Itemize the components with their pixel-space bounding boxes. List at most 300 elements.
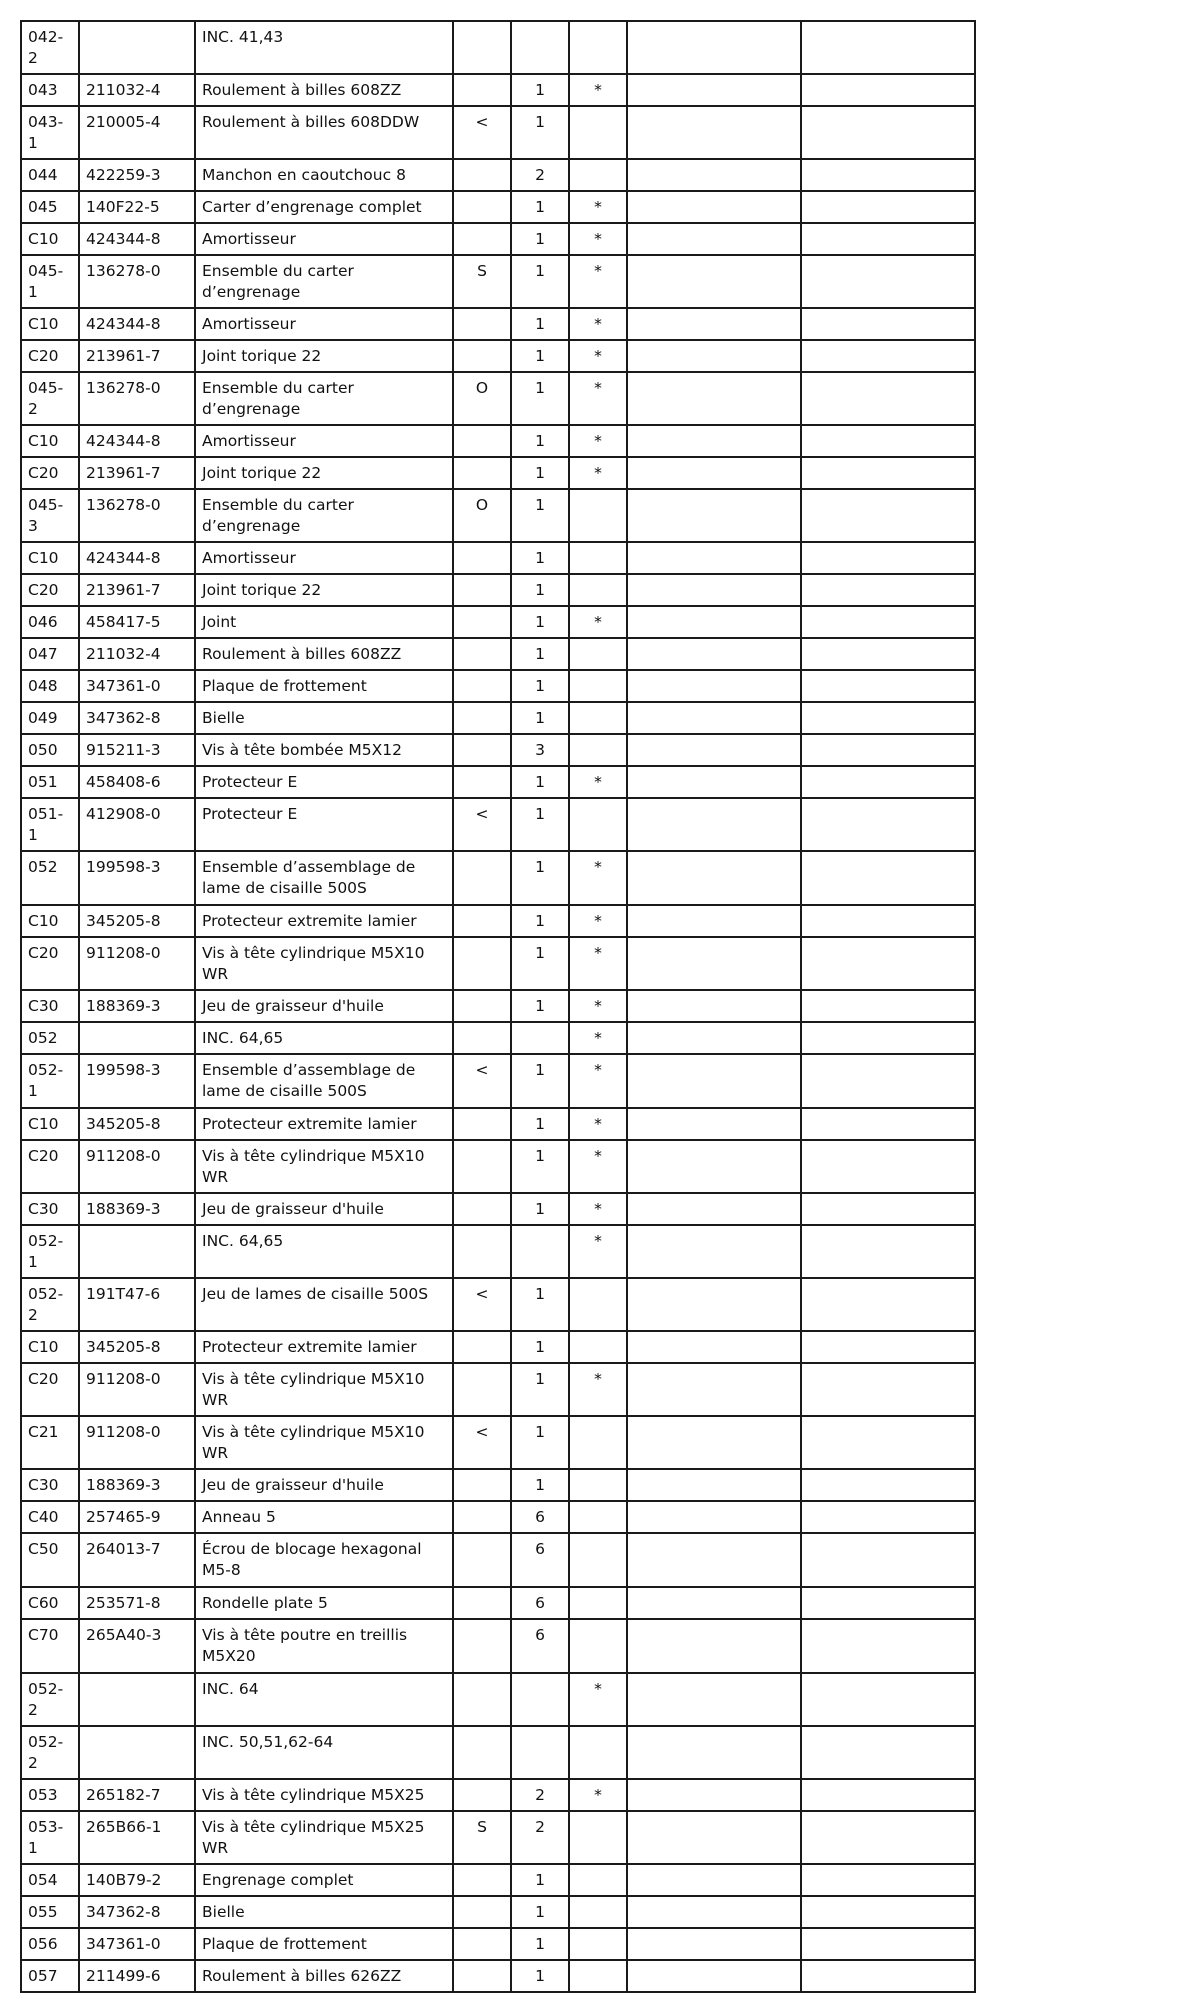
note-star-cell: * [569, 74, 627, 106]
table-row [21, 1054, 975, 1108]
description-cell: Joint torique 22 [195, 340, 453, 372]
quantity-cell: 1 [511, 425, 569, 457]
description-cell: Vis à tête bombée M5X12 [195, 734, 453, 766]
note-star-cell: * [569, 905, 627, 937]
blank-cell-a [627, 1054, 801, 1108]
note-star-cell: * [569, 1022, 627, 1054]
part-number-cell: 347361-0 [79, 1928, 195, 1960]
mark-cell: O [453, 489, 511, 542]
table-row [21, 340, 975, 372]
note-star-cell: * [569, 937, 627, 990]
item-number-cell: 057 [21, 1960, 79, 1992]
blank-cell-b [801, 1619, 975, 1673]
item-number-cell: C20 [21, 1140, 79, 1193]
quantity-cell [511, 1225, 569, 1278]
mark-cell: O [453, 372, 511, 425]
table-row [21, 1331, 975, 1363]
blank-cell-a [627, 1896, 801, 1928]
table-row [21, 1278, 975, 1331]
item-number-cell: 053 [21, 1779, 79, 1811]
item-number-cell: 045-1 [21, 255, 79, 308]
part-number-cell: 136278-0 [79, 255, 195, 308]
blank-cell-a [627, 670, 801, 702]
quantity-cell: 3 [511, 734, 569, 766]
quantity-cell: 2 [511, 1779, 569, 1811]
item-number-cell: C10 [21, 1108, 79, 1140]
table-row [21, 905, 975, 937]
blank-cell-b [801, 1587, 975, 1619]
part-number-cell: 424344-8 [79, 542, 195, 574]
blank-cell-b [801, 489, 975, 542]
quantity-cell: 1 [511, 1108, 569, 1140]
item-number-cell: 056 [21, 1928, 79, 1960]
note-star-cell [569, 734, 627, 766]
blank-cell-a [627, 106, 801, 159]
description-cell: Protecteur E [195, 798, 453, 851]
note-star-cell [569, 702, 627, 734]
note-star-cell [569, 1533, 627, 1587]
description-cell: Amortisseur [195, 542, 453, 574]
quantity-cell: 6 [511, 1501, 569, 1533]
blank-cell-b [801, 574, 975, 606]
part-number-cell: 213961-7 [79, 340, 195, 372]
quantity-cell: 1 [511, 457, 569, 489]
blank-cell-a [627, 702, 801, 734]
blank-cell-a [627, 1469, 801, 1501]
blank-cell-a [627, 159, 801, 191]
description-cell: Vis à tête cylindrique M5X10 WR [195, 1140, 453, 1193]
mark-cell [453, 457, 511, 489]
blank-cell-b [801, 734, 975, 766]
blank-cell-a [627, 1533, 801, 1587]
quantity-cell: 1 [511, 255, 569, 308]
note-star-cell: * [569, 1363, 627, 1416]
note-star-cell: * [569, 1193, 627, 1225]
part-number-cell: 911208-0 [79, 1140, 195, 1193]
blank-cell-a [627, 1140, 801, 1193]
quantity-cell: 1 [511, 1960, 569, 1992]
part-number-cell: 140F22-5 [79, 191, 195, 223]
item-number-cell: C20 [21, 457, 79, 489]
note-star-cell [569, 1726, 627, 1779]
part-number-cell: 424344-8 [79, 425, 195, 457]
description-cell: Rondelle plate 5 [195, 1587, 453, 1619]
table-row [21, 990, 975, 1022]
item-number-cell: C30 [21, 990, 79, 1022]
item-number-cell: 044 [21, 159, 79, 191]
note-star-cell [569, 159, 627, 191]
note-star-cell: * [569, 990, 627, 1022]
part-number-cell: 188369-3 [79, 1193, 195, 1225]
blank-cell-b [801, 191, 975, 223]
part-number-cell: 211499-6 [79, 1960, 195, 1992]
part-number-cell: 911208-0 [79, 937, 195, 990]
note-star-cell [569, 1501, 627, 1533]
note-star-cell [569, 1619, 627, 1673]
blank-cell-a [627, 1726, 801, 1779]
item-number-cell: C20 [21, 937, 79, 990]
table-row [21, 255, 975, 308]
mark-cell: < [453, 106, 511, 159]
blank-cell-a [627, 223, 801, 255]
item-number-cell: 053-1 [21, 1811, 79, 1864]
description-cell: INC. 64,65 [195, 1225, 453, 1278]
blank-cell-b [801, 606, 975, 638]
blank-cell-b [801, 1363, 975, 1416]
mark-cell [453, 1193, 511, 1225]
quantity-cell: 1 [511, 766, 569, 798]
table-row [21, 734, 975, 766]
blank-cell-a [627, 1225, 801, 1278]
part-number-cell: 191T47-6 [79, 1278, 195, 1331]
blank-cell-a [627, 308, 801, 340]
table-row [21, 1673, 975, 1726]
blank-cell-a [627, 1619, 801, 1673]
mark-cell: S [453, 1811, 511, 1864]
note-star-cell: * [569, 425, 627, 457]
description-cell: Vis à tête cylindrique M5X25 [195, 1779, 453, 1811]
table-row [21, 21, 975, 74]
note-star-cell [569, 670, 627, 702]
quantity-cell: 1 [511, 990, 569, 1022]
quantity-cell: 1 [511, 638, 569, 670]
table-row [21, 1960, 975, 1992]
table-row [21, 74, 975, 106]
quantity-cell: 1 [511, 798, 569, 851]
description-cell: INC. 41,43 [195, 21, 453, 74]
blank-cell-b [801, 1331, 975, 1363]
item-number-cell: 052-1 [21, 1225, 79, 1278]
blank-cell-b [801, 1896, 975, 1928]
item-number-cell: 052-2 [21, 1278, 79, 1331]
part-number-cell [79, 1225, 195, 1278]
quantity-cell: 1 [511, 937, 569, 990]
description-cell: Vis à tête cylindrique M5X10 WR [195, 1416, 453, 1469]
mark-cell [453, 1960, 511, 1992]
description-cell: Vis à tête cylindrique M5X10 WR [195, 1363, 453, 1416]
mark-cell [453, 74, 511, 106]
blank-cell-a [627, 606, 801, 638]
description-cell: Manchon en caoutchouc 8 [195, 159, 453, 191]
part-number-cell [79, 21, 195, 74]
part-number-cell: 347362-8 [79, 702, 195, 734]
blank-cell-b [801, 1726, 975, 1779]
table-row [21, 798, 975, 851]
blank-cell-a [627, 1960, 801, 1992]
note-star-cell [569, 638, 627, 670]
blank-cell-a [627, 638, 801, 670]
blank-cell-b [801, 1501, 975, 1533]
item-number-cell: 051-1 [21, 798, 79, 851]
quantity-cell: 1 [511, 606, 569, 638]
blank-cell-b [801, 542, 975, 574]
table-row [21, 766, 975, 798]
mark-cell [453, 1331, 511, 1363]
table-row [21, 670, 975, 702]
quantity-cell: 1 [511, 1278, 569, 1331]
note-star-cell [569, 574, 627, 606]
blank-cell-a [627, 1811, 801, 1864]
table-row [21, 574, 975, 606]
table-row [21, 106, 975, 159]
blank-cell-b [801, 457, 975, 489]
blank-cell-b [801, 255, 975, 308]
blank-cell-a [627, 1587, 801, 1619]
note-star-cell [569, 489, 627, 542]
blank-cell-b [801, 638, 975, 670]
note-star-cell [569, 1864, 627, 1896]
part-number-cell: 347362-8 [79, 1896, 195, 1928]
item-number-cell: 045 [21, 191, 79, 223]
mark-cell [453, 1363, 511, 1416]
quantity-cell: 1 [511, 74, 569, 106]
mark-cell [453, 851, 511, 905]
blank-cell-b [801, 1533, 975, 1587]
note-star-cell [569, 1960, 627, 1992]
quantity-cell: 1 [511, 372, 569, 425]
quantity-cell: 2 [511, 159, 569, 191]
part-number-cell: 188369-3 [79, 990, 195, 1022]
blank-cell-a [627, 1928, 801, 1960]
note-star-cell: * [569, 766, 627, 798]
quantity-cell [511, 1673, 569, 1726]
part-number-cell: 213961-7 [79, 574, 195, 606]
blank-cell-a [627, 1779, 801, 1811]
description-cell: Jeu de graisseur d'huile [195, 1193, 453, 1225]
mark-cell [453, 1501, 511, 1533]
item-number-cell: C30 [21, 1469, 79, 1501]
description-cell: Plaque de frottement [195, 1928, 453, 1960]
note-star-cell: * [569, 457, 627, 489]
part-number-cell: 199598-3 [79, 851, 195, 905]
mark-cell [453, 574, 511, 606]
blank-cell-a [627, 1278, 801, 1331]
item-number-cell: 045-2 [21, 372, 79, 425]
item-number-cell: C70 [21, 1619, 79, 1673]
item-number-cell: 043-1 [21, 106, 79, 159]
quantity-cell [511, 1726, 569, 1779]
mark-cell [453, 1108, 511, 1140]
description-cell: Ensemble du carter d’engrenage [195, 372, 453, 425]
blank-cell-b [801, 1416, 975, 1469]
description-cell: Roulement à billes 626ZZ [195, 1960, 453, 1992]
mark-cell [453, 159, 511, 191]
quantity-cell: 1 [511, 1363, 569, 1416]
mark-cell [453, 191, 511, 223]
quantity-cell: 1 [511, 702, 569, 734]
quantity-cell: 1 [511, 223, 569, 255]
blank-cell-b [801, 1022, 975, 1054]
description-cell: Jeu de graisseur d'huile [195, 990, 453, 1022]
mark-cell [453, 1928, 511, 1960]
blank-cell-b [801, 159, 975, 191]
part-number-cell: 136278-0 [79, 372, 195, 425]
blank-cell-a [627, 1673, 801, 1726]
quantity-cell: 1 [511, 1331, 569, 1363]
blank-cell-b [801, 766, 975, 798]
blank-cell-b [801, 798, 975, 851]
item-number-cell: C30 [21, 1193, 79, 1225]
quantity-cell: 1 [511, 542, 569, 574]
mark-cell [453, 223, 511, 255]
quantity-cell: 1 [511, 1864, 569, 1896]
quantity-cell: 1 [511, 851, 569, 905]
description-cell: INC. 64 [195, 1673, 453, 1726]
table-row [21, 425, 975, 457]
part-number-cell: 213961-7 [79, 457, 195, 489]
quantity-cell: 1 [511, 1416, 569, 1469]
part-number-cell: 211032-4 [79, 74, 195, 106]
table-row [21, 223, 975, 255]
note-star-cell: * [569, 308, 627, 340]
note-star-cell [569, 106, 627, 159]
blank-cell-b [801, 1225, 975, 1278]
table-row [21, 1779, 975, 1811]
part-number-cell: 265A40-3 [79, 1619, 195, 1673]
description-cell: Roulement à billes 608DDW [195, 106, 453, 159]
blank-cell-a [627, 1108, 801, 1140]
note-star-cell: * [569, 223, 627, 255]
description-cell: Vis à tête poutre en treillis M5X20 [195, 1619, 453, 1673]
item-number-cell: 052-1 [21, 1054, 79, 1108]
mark-cell [453, 308, 511, 340]
table-row [21, 702, 975, 734]
part-number-cell: 265182-7 [79, 1779, 195, 1811]
table-row [21, 1533, 975, 1587]
description-cell: Écrou de blocage hexagonal M5-8 [195, 1533, 453, 1587]
note-star-cell [569, 1416, 627, 1469]
table-row [21, 1416, 975, 1469]
item-number-cell: C10 [21, 308, 79, 340]
table-row [21, 1108, 975, 1140]
note-star-cell: * [569, 1225, 627, 1278]
mark-cell [453, 734, 511, 766]
table-row [21, 1140, 975, 1193]
note-star-cell: * [569, 1673, 627, 1726]
table-row [21, 1225, 975, 1278]
blank-cell-a [627, 798, 801, 851]
table-row [21, 1469, 975, 1501]
quantity-cell: 6 [511, 1619, 569, 1673]
item-number-cell: C10 [21, 542, 79, 574]
table-row [21, 457, 975, 489]
description-cell: Protecteur extremite lamier [195, 905, 453, 937]
quantity-cell: 1 [511, 1928, 569, 1960]
mark-cell [453, 1140, 511, 1193]
description-cell: Ensemble du carter d’engrenage [195, 489, 453, 542]
blank-cell-a [627, 1331, 801, 1363]
mark-cell: < [453, 798, 511, 851]
blank-cell-b [801, 372, 975, 425]
description-cell: Amortisseur [195, 425, 453, 457]
table-row [21, 1193, 975, 1225]
item-number-cell: C10 [21, 905, 79, 937]
table-row [21, 1501, 975, 1533]
note-star-cell [569, 1469, 627, 1501]
blank-cell-a [627, 1416, 801, 1469]
quantity-cell: 1 [511, 191, 569, 223]
mark-cell: < [453, 1278, 511, 1331]
mark-cell [453, 606, 511, 638]
blank-cell-a [627, 905, 801, 937]
blank-cell-a [627, 425, 801, 457]
item-number-cell: C10 [21, 425, 79, 457]
quantity-cell: 1 [511, 670, 569, 702]
item-number-cell: C10 [21, 1331, 79, 1363]
blank-cell-b [801, 425, 975, 457]
description-cell: Roulement à billes 608ZZ [195, 638, 453, 670]
mark-cell: S [453, 255, 511, 308]
blank-cell-a [627, 457, 801, 489]
mark-cell [453, 990, 511, 1022]
item-number-cell: C20 [21, 340, 79, 372]
item-number-cell: C20 [21, 574, 79, 606]
mark-cell [453, 340, 511, 372]
blank-cell-a [627, 1864, 801, 1896]
note-star-cell [569, 1811, 627, 1864]
blank-cell-b [801, 1193, 975, 1225]
mark-cell [453, 542, 511, 574]
quantity-cell: 1 [511, 1140, 569, 1193]
note-star-cell: * [569, 606, 627, 638]
item-number-cell: 045-3 [21, 489, 79, 542]
part-number-cell: 210005-4 [79, 106, 195, 159]
description-cell: Jeu de lames de cisaille 500S [195, 1278, 453, 1331]
part-number-cell: 265B66-1 [79, 1811, 195, 1864]
note-star-cell: * [569, 255, 627, 308]
blank-cell-a [627, 574, 801, 606]
mark-cell [453, 425, 511, 457]
description-cell: Ensemble du carter d’engrenage [195, 255, 453, 308]
part-number-cell: 422259-3 [79, 159, 195, 191]
description-cell: Amortisseur [195, 223, 453, 255]
part-number-cell: 345205-8 [79, 1331, 195, 1363]
blank-cell-b [801, 851, 975, 905]
quantity-cell: 1 [511, 905, 569, 937]
mark-cell [453, 1469, 511, 1501]
quantity-cell: 1 [511, 574, 569, 606]
part-number-cell: 911208-0 [79, 1363, 195, 1416]
part-number-cell: 915211-3 [79, 734, 195, 766]
part-number-cell: 257465-9 [79, 1501, 195, 1533]
description-cell: Vis à tête cylindrique M5X10 WR [195, 937, 453, 990]
mark-cell [453, 1896, 511, 1928]
blank-cell-b [801, 1054, 975, 1108]
part-number-cell: 345205-8 [79, 905, 195, 937]
mark-cell [453, 670, 511, 702]
note-star-cell [569, 1928, 627, 1960]
parts-table [20, 20, 976, 1993]
blank-cell-a [627, 372, 801, 425]
item-number-cell: 052-2 [21, 1673, 79, 1726]
blank-cell-b [801, 106, 975, 159]
part-number-cell: 424344-8 [79, 308, 195, 340]
note-star-cell: * [569, 1140, 627, 1193]
part-number-cell [79, 1022, 195, 1054]
note-star-cell [569, 21, 627, 74]
blank-cell-b [801, 1811, 975, 1864]
part-number-cell: 140B79-2 [79, 1864, 195, 1896]
note-star-cell: * [569, 340, 627, 372]
note-star-cell: * [569, 1054, 627, 1108]
table-row [21, 937, 975, 990]
note-star-cell: * [569, 1779, 627, 1811]
quantity-cell [511, 1022, 569, 1054]
item-number-cell: 051 [21, 766, 79, 798]
description-cell: Joint torique 22 [195, 457, 453, 489]
blank-cell-b [801, 74, 975, 106]
description-cell: Protecteur extremite lamier [195, 1108, 453, 1140]
